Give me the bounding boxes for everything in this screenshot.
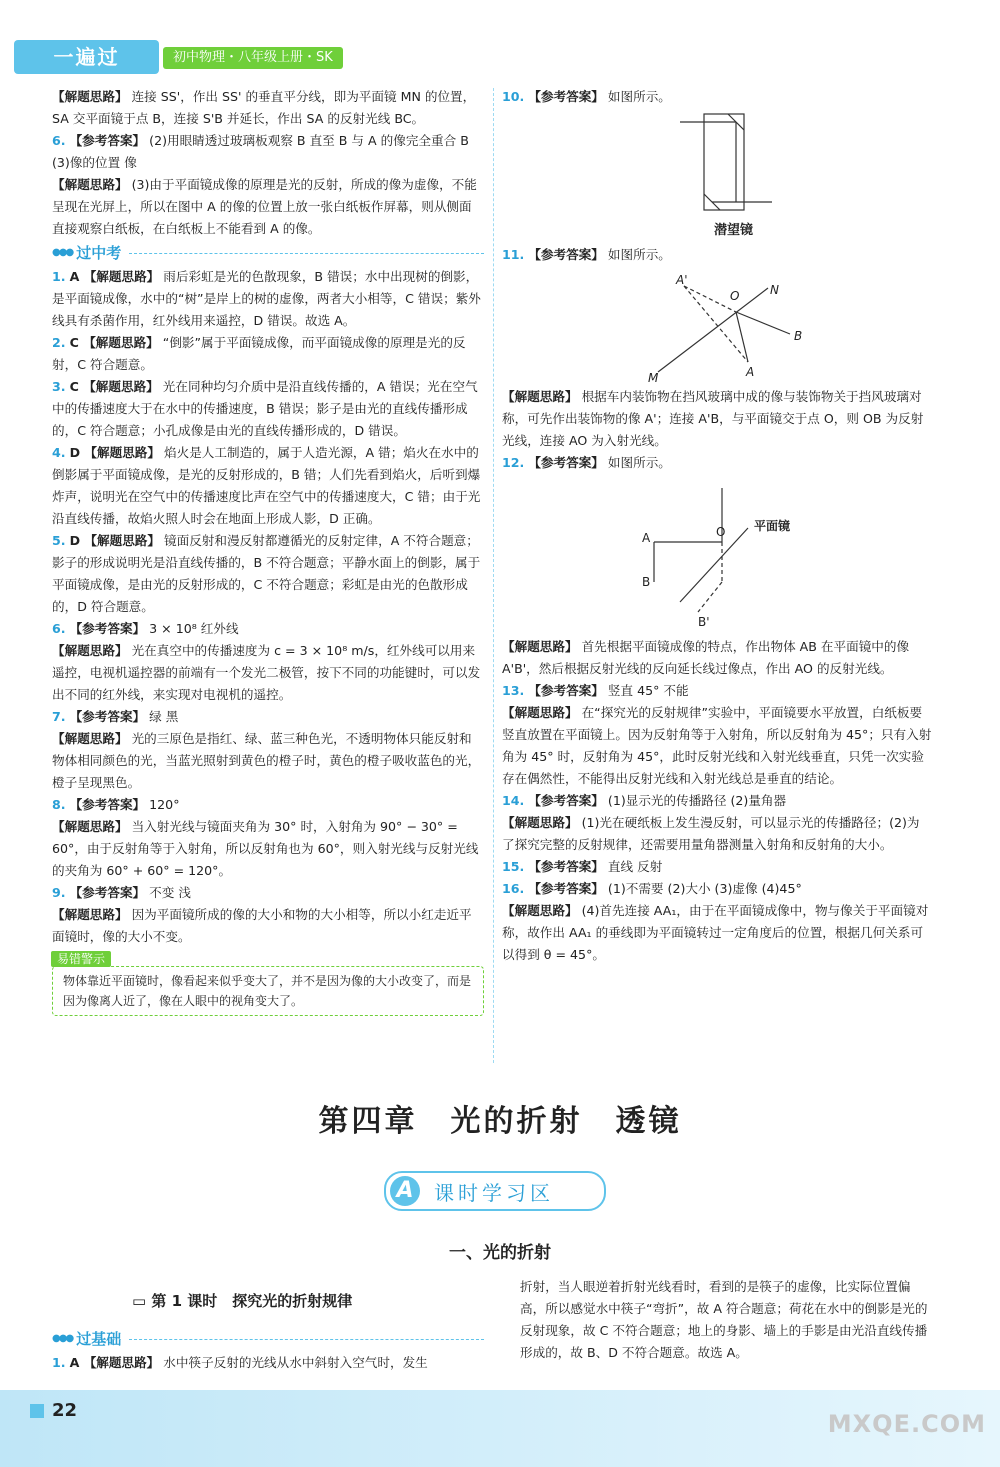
answer-text: 焰火是人工制造的，属于人造光源，A 错；焰火在水中的倒影属于平面镜成像，是光的反射形成的，B 错；人们先看到焰火，后听到爆炸声，说明光在空气中的传播速度比声在空气中的传播速度大，C 错；由于光沿直线传播，故焰火照人时会在地面上形成人影，D 正确。 (52, 445, 481, 526)
lesson-title-text: 第 1 课时 探究光的折射规律 (151, 1292, 353, 1310)
question-number: 1. (52, 269, 66, 284)
chapter-title: 第四章 光的折射 透镜 (318, 1104, 682, 1139)
periscope-diagram (676, 110, 786, 238)
answer-tag: 【解题思路】 (52, 643, 128, 658)
periscope-tube (704, 114, 744, 210)
answer-text: 如图所示。 (607, 247, 671, 262)
question-number: 10. (502, 89, 525, 104)
question-number: 2. (52, 335, 66, 350)
answer-tag: 【解题思路】 (52, 177, 128, 192)
answer-tag: 【参考答案】 (528, 859, 604, 874)
label-mirror-12: 平面镜 (754, 519, 791, 533)
label-b-12: B (642, 575, 651, 589)
reflection-diagram-12 (640, 482, 820, 632)
page-number: 22 (52, 1400, 78, 1421)
answer-text: 120° (149, 797, 180, 812)
lesson-title (132, 1290, 352, 1311)
answer-item (52, 706, 484, 728)
section-rule (129, 253, 484, 254)
reflection-diagram-11 (640, 270, 820, 386)
answer-tag: 【解题思路】 (502, 903, 578, 918)
answer-tag: 【参考答案】 (528, 247, 604, 262)
answer-item (52, 442, 484, 530)
answer-item (502, 86, 932, 108)
answer-tag: 【参考答案】 (69, 885, 146, 900)
right-column-mid1 (502, 244, 932, 266)
answer-tag: C 【解题思路】 (69, 379, 159, 394)
answer-tag: 【解题思路】 (502, 705, 578, 720)
answer-text: 连接 SS'，作出 SS' 的垂直平分线，即为平面镜 MN 的位置，SA 交平面镜于点 B，连接 S'B 并延长，作出 SA 的反射光线 BC。 (52, 89, 476, 126)
answer-text: 折射，当人眼逆着折射光线看时，看到的是筷子的虚像，比实际位置偏高，所以感觉水中筷子“弯折”，故 A 符合题意；荷花在水中的倒影是光的反射现象，故 C 不符合题意；地上的身影、墙上的手影是由光沿直线传播形成的，故 B、D 不符合题意。故选 A。 (520, 1279, 928, 1360)
answer-item (52, 174, 484, 240)
label-b-11: B (794, 329, 803, 343)
label-a-11: A (746, 365, 755, 379)
answer-tag: 【参考答案】 (69, 709, 146, 724)
answer-text: (3)由于平面镜成像的原理是光的反射，所成的像为虚像，不能呈现在光屏上，所以在图中 A 的像的位置上放一张白纸板作屏幕，则从侧面直接观察白纸板，在白纸板上不能看到 A 的像。 (52, 177, 477, 236)
answer-item (52, 376, 484, 442)
answer-text: 在“探究光的反射规律”实验中，平面镜要水平放置，白纸板要竖直放置在平面镜上。因为反射角等于入射角，所以反射角为 45°；只有入射角为 45° 时，反射角为 45°，此时反射光线和入射光线垂直，只凭一次实验存在偶然性，不能得出反射光线和入射光线总是垂直的结论。 (502, 705, 932, 786)
answer-item (52, 530, 484, 618)
answer-item (502, 244, 932, 266)
left-column (52, 86, 484, 1016)
answer-item (502, 900, 932, 966)
question-number: 16. (502, 881, 525, 896)
label-n-11: N (770, 283, 779, 297)
answer-tag: 【参考答案】 (69, 621, 146, 636)
bottom-right-column (520, 1276, 932, 1364)
answer-text: 光在真空中的传播速度为 c = 3 × 10⁸ m/s，红外线可以用来遥控，电视机遥控器的前端有一个发光二极管，按下不同的功能键时，可以发出不同的红外线，来实现对电视机的遥控。 (52, 643, 481, 702)
question-number: 4. (52, 445, 66, 460)
label-a-12: A (642, 531, 651, 545)
answer-tag: 【解题思路】 (52, 731, 128, 746)
label-o-11: O (730, 289, 740, 303)
answer-tag: 【解题思路】 (52, 819, 128, 834)
answer-tag: 【参考答案】 (69, 133, 146, 148)
incident-ray-ao (736, 312, 748, 362)
question-number: 1. (52, 1355, 66, 1370)
answer-item (502, 636, 932, 680)
answer-text: 光的三原色是指红、绿、蓝三种色光，不透明物体只能反射和物体相同颜色的光，当蓝光照射到黄色的橙子时，黄色的橙子吸收蓝色的光，橙子呈现黑色。 (52, 731, 481, 790)
mirror-mn-11 (658, 288, 768, 372)
answer-text: 绿 黑 (149, 709, 179, 724)
warning-text: 物体靠近平面镜时，像看起来似乎变大了，并不是因为像的大小改变了，而是因为像离人近了，像在人眼中的视角变大了。 (63, 974, 472, 1008)
page-header (0, 0, 1000, 80)
answer-text: 雨后彩虹是光的色散现象，B 错误；水中出现树的倒影，是平面镜成像，水中的“树”是岸上的树的虚像，两者大小相等，C 错误；紫外线具有杀菌作用，红外线用来遥控，D 错误。故选 A。 (52, 269, 481, 328)
answer-item (52, 816, 484, 882)
right-column-bottom (502, 636, 932, 966)
question-number: 15. (502, 859, 525, 874)
question-number: 8. (52, 797, 66, 812)
answer-item (52, 904, 484, 948)
zone-letter: A (390, 1176, 420, 1206)
answer-item (502, 702, 932, 790)
answer-text: (1)不需要 (2)大小 (3)虚像 (4)45° (607, 881, 802, 896)
answer-tag: 【参考答案】 (528, 89, 604, 104)
answer-tag: C 【解题思路】 (69, 335, 159, 350)
dots-icon: ●●● (52, 1333, 73, 1344)
section-rule (129, 1339, 484, 1340)
question-number: 5. (52, 533, 66, 548)
answer-item (52, 640, 484, 706)
answer-item (52, 618, 484, 640)
question-number: 14. (502, 793, 525, 808)
answer-tag: 【参考答案】 (528, 793, 604, 808)
answer-tag: 【参考答案】 (528, 683, 604, 698)
answer-text: 光在同种均匀介质中是沿直线传播的，A 错误；光在空气中的传播速度大于在水中的传播速度，B 错误；影子是由光的直线传播形成的，C 符合题意；小孔成像是由光的直线传播形成的，D 错误。 (52, 379, 478, 438)
answer-tag: 【解题思路】 (502, 389, 578, 404)
image-a-prime-b-prime (698, 582, 722, 612)
section-title: 一、光的折射 (449, 1243, 551, 1263)
question-number: 13. (502, 683, 525, 698)
answer-item (52, 882, 484, 904)
answer-item (52, 266, 484, 332)
periscope-label: 潜望镜 (714, 223, 754, 238)
answer-text: 如图所示。 (607, 455, 671, 470)
answer-item (52, 332, 484, 376)
right-column-mid2 (502, 386, 932, 474)
question-number: 7. (52, 709, 66, 724)
bottom-left-column (52, 1326, 484, 1374)
answer-tag: A 【解题思路】 (69, 269, 160, 284)
answer-text: 因为平面镜所成的像的大小和物的大小相等，所以小红走近平面镜时，像的大小不变。 (52, 907, 472, 944)
answer-text: 竖直 45° 不能 (607, 683, 689, 698)
section-heading-basic (52, 1327, 484, 1351)
answer-tag: 【解题思路】 (502, 815, 578, 830)
answer-tag: 【解题思路】 (52, 89, 128, 104)
answer-tag: 【解题思路】 (52, 907, 128, 922)
watermark: MXQE.COM (827, 1410, 986, 1438)
answer-text: 镜面反射和漫反射都遵循光的反射定律，A 不符合题意；影子的形成说明光是沿直线传播的，B 不符合题意；平静水面上的倒影，属于平面镜成像，是由光的反射形成的，C 不符合题意；彩虹是由光的色散形成的，D 符合题意。 (52, 533, 481, 614)
answer-text: 首先根据平面镜成像的特点，作出物体 AB 在平面镜中的像 A'B'，然后根据反射光线的反向延长线过像点，作出 AO 的反射光线。 (502, 639, 910, 676)
warning-label: 易错警示 (51, 951, 111, 967)
answer-text: 如图所示。 (607, 89, 671, 104)
brand-logo: 一遍过 (14, 40, 159, 74)
answer-text: 当入射光线与镜面夹角为 30° 时，入射角为 90° − 30° = 60°，由于反射角等于入射角，所以反射角也为 60°，则入射光线与反射光线的夹角为 60° + 60° = 120°。 (52, 819, 479, 878)
column-divider (493, 88, 494, 1063)
label-m-11: M (648, 371, 659, 385)
zone-text: 课时学习区 (434, 1180, 554, 1205)
answer-item (52, 794, 484, 816)
answer-text: (4)首先连接 AA₁，由于在平面镜成像中，物与像关于平面镜对称，故作出 AA₁ 的垂线即为平面镜转过一定角度后的位置，根据几何关系可以得到 θ = 45°。 (502, 903, 929, 962)
question-number: 9. (52, 885, 66, 900)
book-icon: ▭ (132, 1292, 152, 1310)
answer-tag: 【解题思路】 (502, 639, 578, 654)
mirror-12 (680, 528, 748, 602)
question-number: 11. (502, 247, 525, 262)
answer-text: 不变 浅 (149, 885, 191, 900)
answer-text: 3 × 10⁸ 红外线 (149, 621, 239, 636)
answer-item (52, 130, 484, 174)
label-a-prime: A' (676, 273, 688, 287)
reflected-ray-ob (736, 312, 790, 334)
question-number: 12. (502, 455, 525, 470)
answer-tag: 【参考答案】 (69, 797, 146, 812)
page-marker-icon (30, 1404, 44, 1418)
question-number: 6. (52, 133, 66, 148)
answer-text: 水中筷子反射的光线从水中斜射入空气时，发生 (163, 1355, 428, 1370)
answer-tag: D 【解题思路】 (69, 533, 160, 548)
section-heading-text: 过中考 (76, 244, 122, 262)
answer-item (502, 452, 932, 474)
question-number: 6. (52, 621, 66, 636)
answer-tag: A 【解题思路】 (69, 1355, 160, 1370)
answer-item (502, 878, 932, 900)
answer-text: (2)用眼睛透过玻璃板观察 B 直至 B 与 A 的像完全重合 B (3)像的位置 像 (52, 133, 469, 170)
answer-item (52, 728, 484, 794)
label-o-12: O (716, 525, 726, 539)
answer-text: (1)光在硬纸板上发生漫反射，可以显示光的传播路径；(2)为了探究完整的反射规律，还需要用量角器测量入射角和反射角的大小。 (502, 815, 920, 852)
section-heading (52, 241, 484, 265)
warning-box (52, 952, 484, 1016)
answer-text: (1)显示光的传播路径 (2)量角器 (607, 793, 787, 808)
zone-badge (384, 1171, 606, 1211)
right-column-top (502, 86, 932, 108)
answer-item (502, 680, 932, 702)
answer-text: “倒影”属于平面镜成像，而平面镜成像的原理是光的反射，C 符合题意。 (52, 335, 466, 372)
answer-tag: 【参考答案】 (528, 455, 604, 470)
answer-tag: 【参考答案】 (528, 881, 604, 896)
answer-tag: D 【解题思路】 (69, 445, 160, 460)
subject-badge: 初中物理・八年级上册・SK (163, 47, 343, 69)
answer-text: 根据车内装饰物在挡风玻璃中成的像与装饰物关于挡风玻璃对称，可先作出装饰物的像 A'；连接 A'B，与平面镜交于点 O，则 OB 为反射光线，连接 AO 为入射光线。 (502, 389, 924, 448)
answer-item (52, 1352, 484, 1374)
section-heading-text: 过基础 (76, 1330, 122, 1348)
answer-text: 直线 反射 (607, 859, 663, 874)
question-number: 3. (52, 379, 66, 394)
answer-item (502, 386, 932, 452)
label-b-prime-12: B' (698, 615, 710, 629)
answer-item (52, 86, 484, 130)
answer-item (502, 790, 932, 812)
answer-item (502, 856, 932, 878)
answer-item (502, 812, 932, 856)
image-line (684, 286, 736, 312)
dots-icon: ●●● (52, 247, 73, 258)
